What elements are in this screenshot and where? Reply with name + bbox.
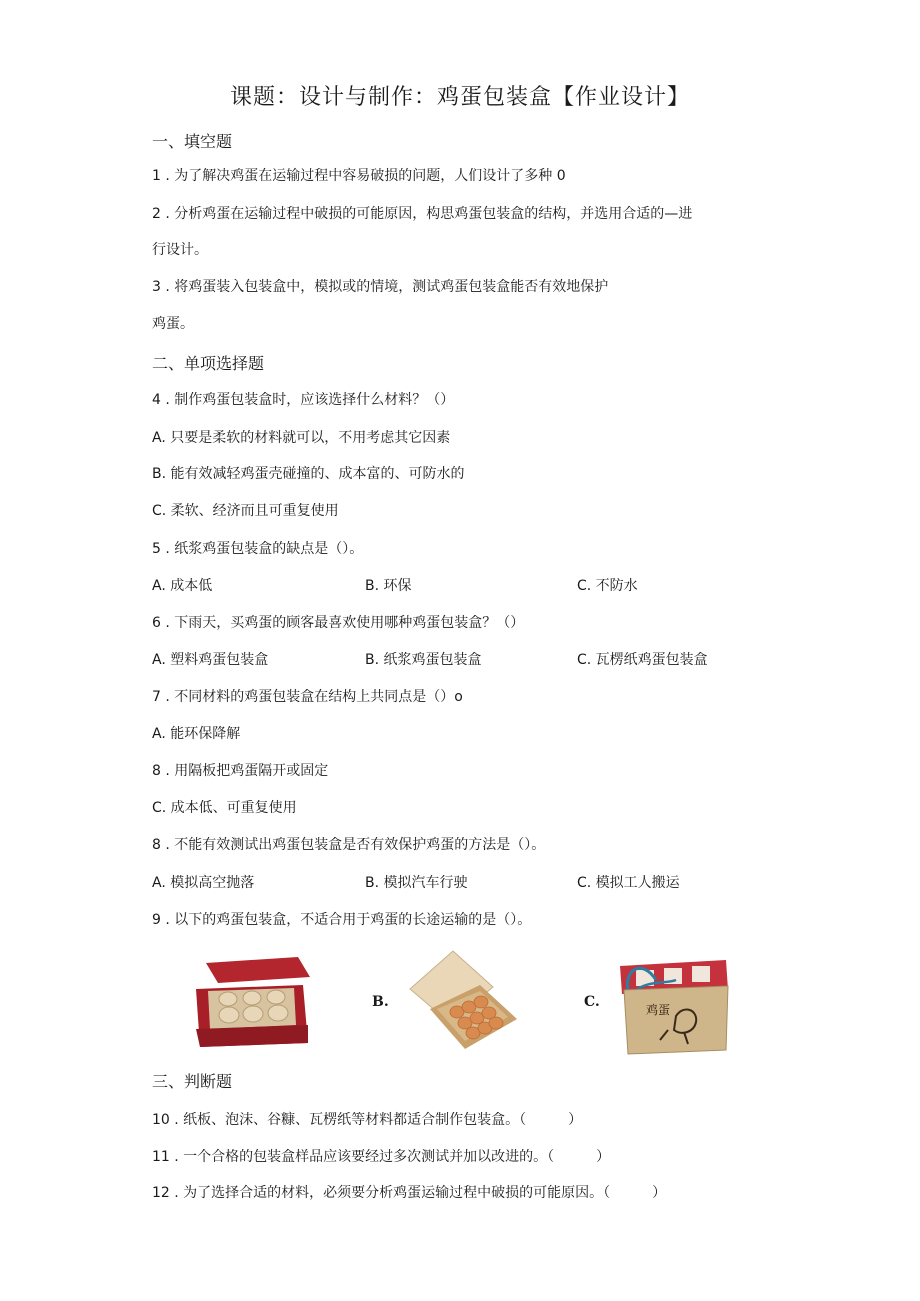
question-12: 12 . 为了选择合适的材料，必须要分析鸡蛋运输过程中破损的可能原因。（ ） [152,1185,667,1201]
question-8-option-b: B. 模拟汽车行驶 [365,875,468,891]
question-4-option-b: B. 能有效减轻鸡蛋壳碰撞的、成本富的、可防水的 [152,466,465,482]
question-5-option-a: A. 成本低 [152,578,213,594]
question-8-option-c: C. 模拟工人搬运 [577,875,680,891]
question-6-option-a: A. 塑料鸡蛋包装盒 [152,652,269,668]
question-10: 10 . 纸板、泡沫、谷糠、瓦楞纸等材料都适合制作包装盒。（ ） [152,1112,583,1128]
question-3-line2: 鸡蛋。 [152,316,194,332]
section-fill-title: 一、填空题 [152,132,233,151]
question-7-option-c: C. 成本低、可重复使用 [152,800,297,816]
egg-box-red-image [188,955,313,1050]
question-5: 5 . 纸浆鸡蛋包装盒的缺点是（）。 [152,541,364,557]
question-5-option-b: B. 环保 [365,578,412,594]
question-1: 1 . 为了解决鸡蛋在运输过程中容易破损的问题，人们设计了多种 0 [152,168,566,184]
image-c-label: C. [584,994,600,1010]
question-7: 7 . 不同材料的鸡蛋包装盒在结构上共同点是（）o [152,689,463,705]
question-6: 6 . 下雨天，买鸡蛋的顾客最喜欢使用哪种鸡蛋包装盒？（） [152,615,525,631]
question-5-option-c: C. 不防水 [577,578,638,594]
question-4: 4 . 制作鸡蛋包装盒时，应该选择什么材料？（） [152,392,455,408]
question-8-option-a: A. 模拟高空抛落 [152,875,255,891]
question-9: 9 . 以下的鸡蛋包装盒，不适合用于鸡蛋的长途运输的是（）。 [152,912,532,928]
question-7-option-b: 8 . 用隔板把鸡蛋隔开或固定 [152,763,329,779]
egg-box-carry-image [606,950,734,1060]
question-2-line1: 2 . 分析鸡蛋在运输过程中破损的可能原因，构思鸡蛋包装盒的结构，并选用合适的—进 [152,206,693,222]
image-b-label: B. [372,994,389,1010]
carry-box-text: 鸡蛋 [646,1003,671,1017]
section-judge-title: 三、判断题 [152,1072,233,1091]
page-title: 课题：设计与制作：鸡蛋包装盒【作业设计】 [229,85,690,110]
question-6-option-b: B. 纸浆鸡蛋包装盒 [365,652,482,668]
question-8: 8 . 不能有效测试出鸡蛋包装盒是否有效保护鸡蛋的方法是（）。 [152,837,546,853]
section-choice-title: 二、单项选择题 [152,354,265,373]
question-7-option-a: A. 能环保降解 [152,726,241,742]
egg-box-kraft-image [405,947,525,1057]
question-3-line1: 3 . 将鸡蛋装入包装盒中，模拟或的情境，测试鸡蛋包装盒能否有效地保护 [152,279,609,295]
question-6-option-c: C. 瓦楞纸鸡蛋包装盒 [577,652,708,668]
question-4-option-c: C. 柔软、经济而且可重复使用 [152,503,339,519]
question-4-option-a: A. 只要是柔软的材料就可以，不用考虑其它因素 [152,430,451,446]
question-2-line2: 行设计。 [152,242,208,258]
question-11: 11 . 一个合格的包装盒样品应该要经过多次测试并加以改进的。（ ） [152,1149,611,1165]
